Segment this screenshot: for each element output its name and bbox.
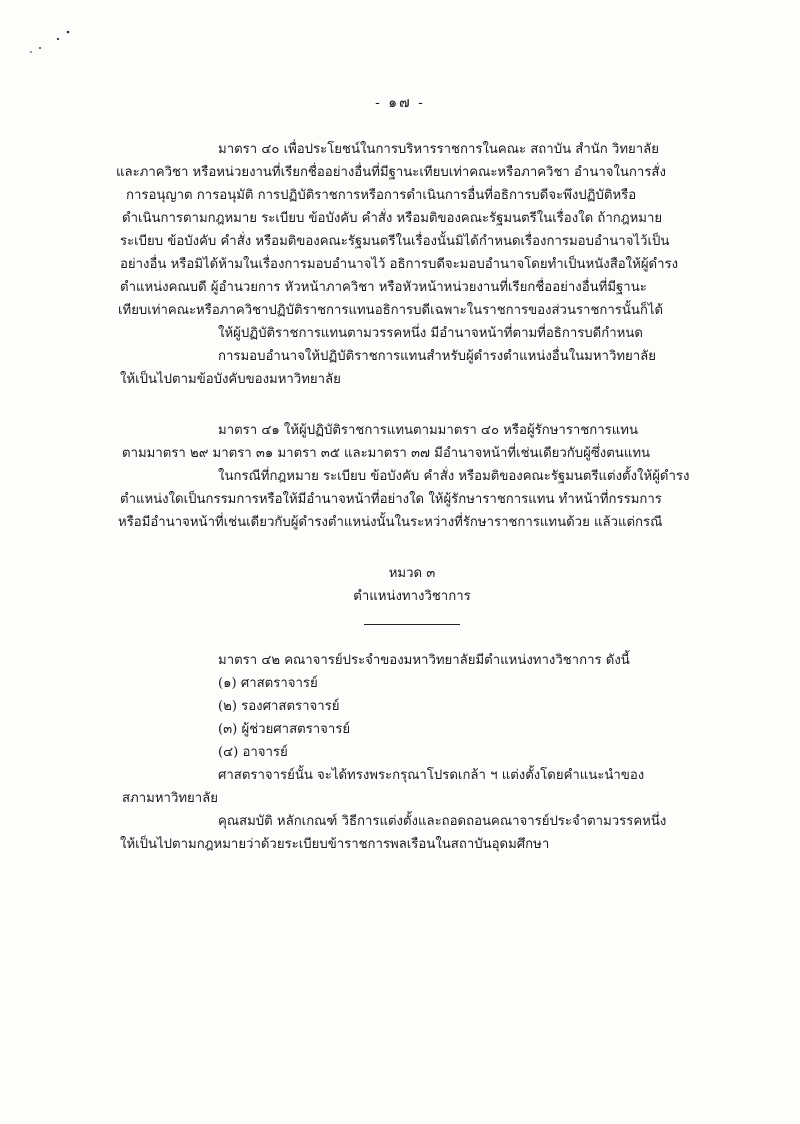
text-line: ตำแหน่งใดเป็นกรรมการหรือให้มีอำนาจหน้าที่อย่างใด ให้ผู้รักษาราชการแทน ทำหน้าที่กรรมการ [120, 492, 662, 507]
text-line: หรือมีอำนาจหน้าที่เช่นเดียวกับผู้ดำรงตำแหน่งนั้นในระหว่างที่รักษาราชการแทนด้วย แล้วแต่กรณี [118, 515, 663, 530]
text-line: ให้ผู้ปฏิบัติราชการแทนตามวรรคหนึ่ง มีอำนาจหน้าที่ตามที่อธิการบดีกำหนด [218, 326, 643, 341]
text-line: มาตรา ๔๑ ให้ผู้ปฏิบัติราชการแทนตามมาตรา ๔๐ หรือผู้รักษาราชการแทน [218, 423, 638, 438]
text-line: การอนุญาต การอนุมัติ การปฏิบัติราชการหรือการดำเนินการอื่นที่อธิการบดีจะพึงปฏิบัติหรือ [126, 188, 637, 203]
list-item: (๑) ศาสตราจารย์ [218, 676, 318, 691]
text-line: ตามมาตรา ๒๙ มาตรา ๓๑ มาตรา ๓๕ และมาตรา ๓๗ มีอำนาจหน้าที่เช่นเดียวกับผู้ซึ่งตนแทน [122, 446, 651, 461]
scan-speckle-marks [28, 28, 88, 58]
text-line: มาตรา ๔๒ คณาจารย์ประจำของมหาวิทยาลัยมีตำแหน่งทางวิชาการ ดังนี้ [218, 653, 630, 668]
text-line: ในกรณีที่กฎหมาย ระเบียบ ข้อบังคับ คำสั่ง หรือมติของคณะรัฐมนตรีแต่งตั้งให้ผู้ดำรง [218, 469, 690, 484]
text-line: และภาควิชา หรือหน่วยงานที่เรียกชื่ออย่างอื่นที่มีฐานะเทียบเท่าคณะหรือภาควิชา อำนาจในการสั่ง [116, 165, 666, 180]
text-line: สภามหาวิทยาลัย [122, 791, 218, 806]
text-line: อย่างอื่น หรือมิได้ห้ามในเรื่องการมอบอำนาจไว้ อธิการบดีจะมอบอำนาจโดยทำเป็นหนังสือให้ผู้ดำรง [120, 257, 679, 272]
text-line: ระเบียบ ข้อบังคับ คำสั่ง หรือมติของคณะรัฐมนตรีในเรื่องนั้นมิได้กำหนดเรื่องการมอบอำนาจไว้เป็น [120, 234, 670, 249]
text-line: ศาสตราจารย์นั้น จะได้ทรงพระกรุณาโปรดเกล้า ฯ แต่งตั้งโดยคำแนะนำของ [218, 768, 645, 783]
list-item: (๒) รองศาสตราจารย์ [218, 699, 340, 714]
text-line: เทียบเท่าคณะหรือภาควิชาปฏิบัติราชการแทนอธิการบดีเฉพาะในราชการของส่วนราชการนั้นก็ได้ [118, 303, 664, 318]
text-line: ดำเนินการตามกฎหมาย ระเบียบ ข้อบังคับ คำสั่ง หรือมติของคณะรัฐมนตรีในเรื่องใด ถ้ากฎหมาย [122, 211, 663, 226]
text-line: ตำแหน่งคณบดี ผู้อำนวยการ หัวหน้าภาควิชา หรือหัวหน้าหน่วยงานที่เรียกชื่ออย่างอื่นที่มีฐานะ [120, 280, 647, 295]
chapter-title: ตำแหน่งทางวิชาการ [353, 589, 471, 604]
section-40 [116, 138, 692, 856]
list-item: (๔) อาจารย์ [218, 745, 288, 760]
chapter-number: หมวด ๓ [388, 566, 436, 581]
page-number: - ๑๗ - [375, 95, 425, 111]
text-line: การมอบอำนาจให้ปฏิบัติราชการแทนสำหรับผู้ดำรงตำแหน่งอื่นในมหาวิทยาลัย [218, 349, 656, 364]
list-item: (๓) ผู้ช่วยศาสตราจารย์ [218, 722, 351, 737]
text-line: ให้เป็นไปตามกฎหมายว่าด้วยระเบียบข้าราชการพลเรือนในสถาบันอุดมศึกษา [120, 837, 550, 852]
text-line: มาตรา ๔๐ เพื่อประโยชน์ในการบริหารราชการในคณะ สถาบัน สำนัก วิทยาลัย [218, 142, 659, 157]
text-line: คุณสมบัติ หลักเกณฑ์ วิธีการแต่งตั้งและถอดถอนคณาจารย์ประจำตามวรรคหนึ่ง [218, 814, 667, 829]
text-line: ให้เป็นไปตามข้อบังคับของมหาวิทยาลัย [120, 372, 341, 387]
